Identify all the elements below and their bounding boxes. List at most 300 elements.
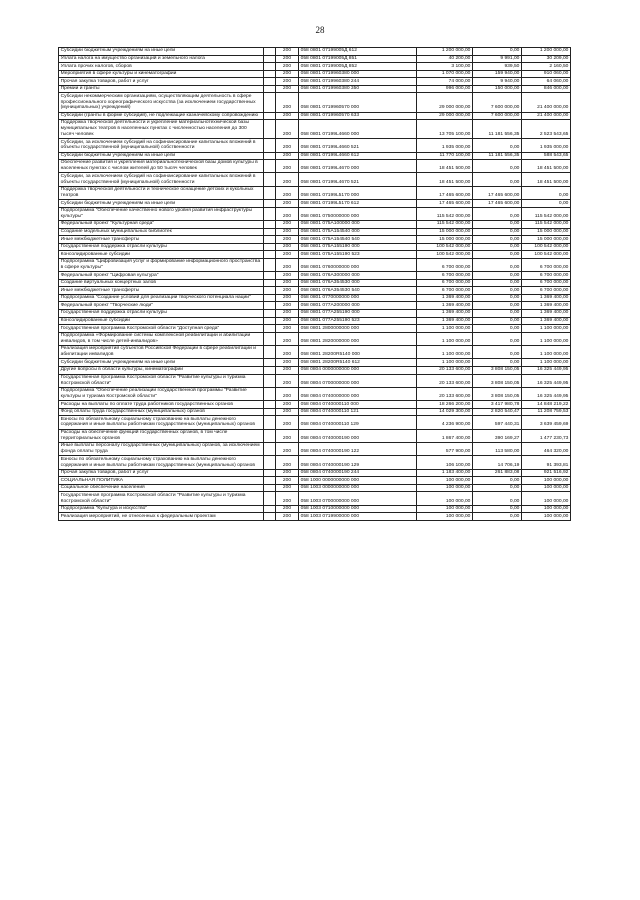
table-row [59, 416, 571, 429]
row-unexecuted-cell: 100 000,00 [522, 477, 571, 485]
row-spacer-cell [264, 221, 276, 229]
row-executed-cell: 0,00 [473, 221, 522, 229]
row-code-cell: 200 [276, 112, 299, 120]
row-approved-cell: 100 000,00 [417, 492, 473, 505]
row-executed-cell: 390 169,27 [473, 429, 522, 442]
table-row [59, 200, 571, 208]
table-row [59, 484, 571, 492]
row-approved-cell: 17 465 600,00 [417, 186, 473, 199]
row-kbk-cell: 058 0801 077A200000 000 [299, 302, 417, 310]
row-name-cell: Иные выплаты персоналу государственных (муниципальных) органов, за исключением фонда оплаты труда [59, 443, 264, 456]
row-code-cell: 200 [276, 120, 299, 139]
row-kbk-cell: 058 0801 075A155190 523 [299, 251, 417, 259]
row-name-cell: Расходы на обеспечение функций государственных органов, в том числе территориальных органов [59, 429, 264, 442]
row-name-cell: Поддержка творческой деятельности и техническое оснащение детских и кукольных театров [59, 186, 264, 199]
table-row [59, 456, 571, 469]
row-spacer-cell [264, 505, 276, 513]
row-unexecuted-cell: 100 000,00 [522, 513, 571, 521]
row-code-cell: 200 [276, 207, 299, 220]
row-kbk-cell: 058 0804 0000000000 000 [299, 366, 417, 374]
row-unexecuted-cell: 846 000,00 [522, 85, 571, 93]
row-executed-cell: 3 808 150,05 [473, 387, 522, 400]
row-code-cell: 200 [276, 469, 299, 477]
row-spacer-cell [264, 236, 276, 244]
row-name-cell: Подпрограмма "Создание условий для реализации творческого потенциала нации" [59, 294, 264, 302]
table-row [59, 317, 571, 325]
row-unexecuted-cell: 588 543,65 [522, 152, 571, 160]
row-code-cell: 200 [276, 139, 299, 152]
row-spacer-cell [264, 152, 276, 160]
row-name-cell: Государственная программа Костромской области "Доступная среда" [59, 325, 264, 333]
row-name-cell: Государственная поддержка отрасли культуры [59, 310, 264, 318]
row-approved-cell: 17 465 600,00 [417, 200, 473, 208]
row-approved-cell: 20 133 600,00 [417, 374, 473, 387]
row-kbk-cell: 058 0801 07199L4660 521 [299, 139, 417, 152]
row-executed-cell: 0,00 [473, 294, 522, 302]
table-row [59, 139, 571, 152]
row-name-cell: Подпрограмма "Цифровизация услуг и формирование информационного пространства в сфере культуры" [59, 258, 264, 271]
row-code-cell: 200 [276, 366, 299, 374]
row-spacer-cell [264, 63, 276, 71]
row-approved-cell: 1 369 400,00 [417, 302, 473, 310]
row-name-cell: Федеральный проект "Творческие люди" [59, 302, 264, 310]
row-spacer-cell [264, 429, 276, 442]
table-row [59, 332, 571, 345]
row-executed-cell: 0,00 [473, 279, 522, 287]
row-code-cell: 200 [276, 294, 299, 302]
row-unexecuted-cell: 21 400 000,00 [522, 93, 571, 112]
row-kbk-cell: 058 0801 2800000000 000 [299, 325, 417, 333]
row-unexecuted-cell: 3 639 459,69 [522, 416, 571, 429]
row-kbk-cell: 058 0801 07199L4660 612 [299, 152, 417, 160]
row-spacer-cell [264, 492, 276, 505]
row-name-cell: Консолидированные субсидии [59, 251, 264, 259]
table-row [59, 48, 571, 56]
row-approved-cell: 1 100 000,00 [417, 332, 473, 345]
row-code-cell: 200 [276, 251, 299, 259]
table-row [59, 272, 571, 280]
table-row [59, 55, 571, 63]
table-row [59, 173, 571, 186]
row-executed-cell: 939,50 [473, 63, 522, 71]
row-unexecuted-cell: 910 060,00 [522, 70, 571, 78]
row-kbk-cell: 058 0801 07199L4660 000 [299, 120, 417, 139]
row-executed-cell: 14 706,19 [473, 456, 522, 469]
table-row [59, 477, 571, 485]
row-executed-cell: 0,00 [473, 484, 522, 492]
row-unexecuted-cell: 91 393,81 [522, 456, 571, 469]
row-kbk-cell: 058 1003 0000000000 000 [299, 484, 417, 492]
row-approved-cell: 1 369 400,00 [417, 294, 473, 302]
row-name-cell: Иные межбюджетные трансферты [59, 287, 264, 295]
row-executed-cell: 0,00 [473, 207, 522, 220]
row-code-cell: 200 [276, 200, 299, 208]
row-executed-cell: 0,00 [473, 346, 522, 359]
table-row [59, 70, 571, 78]
row-code-cell: 200 [276, 359, 299, 367]
row-name-cell: Субсидии бюджетным учреждениям на иные цели [59, 359, 264, 367]
row-spacer-cell [264, 325, 276, 333]
row-kbk-cell: 058 0801 0719960380 244 [299, 78, 417, 86]
page-number: 28 [315, 25, 325, 35]
row-unexecuted-cell: 115 542 000,00 [522, 221, 571, 229]
row-spacer-cell [264, 287, 276, 295]
row-name-cell: Субсидии бюджетным учреждениям на иные цели [59, 48, 264, 56]
row-unexecuted-cell: 1 100 000,00 [522, 325, 571, 333]
row-name-cell: СОЦИАЛЬНАЯ ПОЛИТИКА [59, 477, 264, 485]
row-unexecuted-cell: 1 369 400,00 [522, 302, 571, 310]
row-unexecuted-cell: 100 000,00 [522, 484, 571, 492]
row-name-cell: Подпрограмма «Формирование системы комплексной реабилитации и абилитации инвалидов, в том числе детей-инвалидов» [59, 332, 264, 345]
row-kbk-cell: 058 0801 075A154540 000 [299, 228, 417, 236]
row-approved-cell: 1 100 000,00 [417, 359, 473, 367]
row-spacer-cell [264, 416, 276, 429]
row-code-cell: 200 [276, 346, 299, 359]
table-row [59, 366, 571, 374]
row-name-cell: Федеральный проект "Культурная среда" [59, 221, 264, 229]
row-spacer-cell [264, 55, 276, 63]
row-unexecuted-cell: 15 000 000,00 [522, 228, 571, 236]
row-code-cell: 200 [276, 513, 299, 521]
row-executed-cell: 261 883,08 [473, 469, 522, 477]
row-approved-cell: 1 070 000,00 [417, 70, 473, 78]
row-executed-cell: 0,00 [473, 310, 522, 318]
row-approved-cell: 13 705 100,00 [417, 120, 473, 139]
row-kbk-cell: 058 0801 28200R5140 000 [299, 346, 417, 359]
row-executed-cell: 113 580,00 [473, 443, 522, 456]
row-unexecuted-cell: 100 542 000,00 [522, 243, 571, 251]
row-unexecuted-cell: 0,00 [522, 186, 571, 199]
row-approved-cell: 18 451 500,00 [417, 173, 473, 186]
row-executed-cell: 0,00 [473, 332, 522, 345]
row-kbk-cell: 058 0804 0700000000 000 [299, 374, 417, 387]
row-executed-cell: 2 820 540,47 [473, 408, 522, 416]
row-kbk-cell: 058 0804 0740000190 244 [299, 469, 417, 477]
row-executed-cell: 7 600 000,00 [473, 93, 522, 112]
table-row [59, 513, 571, 521]
row-kbk-cell: 058 0801 28200R5140 612 [299, 359, 417, 367]
row-spacer-cell [264, 85, 276, 93]
row-spacer-cell [264, 78, 276, 86]
row-unexecuted-cell: 15 000 000,00 [522, 236, 571, 244]
row-code-cell: 200 [276, 492, 299, 505]
row-code-cell: 200 [276, 152, 299, 160]
row-approved-cell: 115 542 000,00 [417, 221, 473, 229]
row-executed-cell: 0,00 [473, 236, 522, 244]
row-name-cell: Государственная программа Костромской области "Развитие культуры и туризма Костромской области" [59, 374, 264, 387]
row-approved-cell: 29 000 000,00 [417, 112, 473, 120]
row-spacer-cell [264, 317, 276, 325]
row-spacer-cell [264, 272, 276, 280]
row-approved-cell: 100 000,00 [417, 477, 473, 485]
row-name-cell: Субсидии, за исключением субсидий на софинансирование капитальных вложений в объекты государственной (муниципальной) собственности [59, 173, 264, 186]
row-approved-cell: 4 236 900,00 [417, 416, 473, 429]
row-unexecuted-cell: 464 320,00 [522, 443, 571, 456]
table-row [59, 78, 571, 86]
table-row [59, 492, 571, 505]
row-unexecuted-cell: 1 100 000,00 [522, 359, 571, 367]
table-row [59, 401, 571, 409]
row-unexecuted-cell: 1 935 000,00 [522, 139, 571, 152]
row-kbk-cell: 058 0801 0770000000 000 [299, 294, 417, 302]
row-spacer-cell [264, 294, 276, 302]
row-unexecuted-cell: 100 000,00 [522, 492, 571, 505]
row-approved-cell: 100 000,00 [417, 505, 473, 513]
budget-table-body [59, 48, 571, 521]
row-unexecuted-cell: 21 400 000,00 [522, 112, 571, 120]
row-executed-cell: 0,00 [473, 492, 522, 505]
row-name-cell: Подпрограмма "Культура и искусство" [59, 505, 264, 513]
row-kbk-cell: 058 0804 0740000110 000 [299, 401, 417, 409]
row-kbk-cell: 058 0801 075A100000 000 [299, 221, 417, 229]
row-executed-cell: 0,00 [473, 287, 522, 295]
row-approved-cell: 20 133 600,00 [417, 387, 473, 400]
row-code-cell: 200 [276, 221, 299, 229]
row-name-cell: Взносы по обязательному социальному страхованию на выплаты денежного содержания и иные выплаты работникам государственных (муниципальных) органов [59, 456, 264, 469]
row-code-cell: 200 [276, 477, 299, 485]
row-executed-cell: 0,00 [473, 48, 522, 56]
row-name-cell: Поддержка творческой деятельности и укрепление материальнотехнической базы муниципальных театров в населенных пунктах с численностью населения до 300 тысяч человек [59, 120, 264, 139]
row-code-cell: 200 [276, 310, 299, 318]
row-spacer-cell [264, 173, 276, 186]
table-row [59, 408, 571, 416]
table-row [59, 287, 571, 295]
row-code-cell: 200 [276, 63, 299, 71]
row-spacer-cell [264, 456, 276, 469]
row-unexecuted-cell: 16 325 449,95 [522, 387, 571, 400]
row-code-cell: 200 [276, 302, 299, 310]
row-code-cell: 200 [276, 78, 299, 86]
row-spacer-cell [264, 477, 276, 485]
row-spacer-cell [264, 160, 276, 173]
row-kbk-cell: 058 0801 076A354530 540 [299, 287, 417, 295]
row-spacer-cell [264, 258, 276, 271]
row-kbk-cell: 058 1003 0710000000 000 [299, 505, 417, 513]
row-approved-cell: 577 900,00 [417, 443, 473, 456]
row-code-cell: 200 [276, 401, 299, 409]
row-kbk-cell: 058 0801 0719960570 000 [299, 93, 417, 112]
row-approved-cell: 15 000 000,00 [417, 228, 473, 236]
row-kbk-cell: 058 0801 0719960380 000 [299, 70, 417, 78]
row-name-cell: Подпрограмма "Обеспечение реализации государственной программы "Развитие культуры и туризма Костромской области" [59, 387, 264, 400]
row-name-cell: Премии и гранты [59, 85, 264, 93]
row-executed-cell: 17 465 600,00 [473, 186, 522, 199]
row-code-cell: 200 [276, 93, 299, 112]
table-row [59, 429, 571, 442]
row-name-cell: Создание виртуальных концертных залов [59, 279, 264, 287]
row-code-cell: 200 [276, 258, 299, 271]
row-name-cell: Мероприятия в сфере культуры и кинематографии [59, 70, 264, 78]
row-code-cell: 200 [276, 279, 299, 287]
table-row [59, 387, 571, 400]
row-spacer-cell [264, 70, 276, 78]
row-unexecuted-cell: 6 700 000,00 [522, 272, 571, 280]
row-executed-cell: 150 000,00 [473, 85, 522, 93]
row-approved-cell: 74 000,00 [417, 78, 473, 86]
row-executed-cell: 0,00 [473, 359, 522, 367]
row-kbk-cell: 058 0804 0740000190 122 [299, 443, 417, 456]
row-executed-cell: 17 465 600,00 [473, 200, 522, 208]
row-unexecuted-cell: 1 369 400,00 [522, 317, 571, 325]
row-code-cell: 200 [276, 456, 299, 469]
row-code-cell: 200 [276, 374, 299, 387]
row-name-cell: Субсидии бюджетным учреждениям на иные цели [59, 200, 264, 208]
row-spacer-cell [264, 243, 276, 251]
table-row [59, 186, 571, 199]
row-executed-cell: 0,00 [473, 173, 522, 186]
row-unexecuted-cell: 1 200 000,00 [522, 48, 571, 56]
row-code-cell: 200 [276, 408, 299, 416]
row-code-cell: 200 [276, 48, 299, 56]
table-row [59, 221, 571, 229]
row-executed-cell: 3 808 150,05 [473, 366, 522, 374]
row-name-cell: Обеспечение развития и укрепления материальнотехнической базы домов культуры в населенных пунктах с числом жителей до 50 тысяч человек [59, 160, 264, 173]
row-code-cell: 200 [276, 287, 299, 295]
row-name-cell: Социальное обеспечение населения [59, 484, 264, 492]
row-code-cell: 200 [276, 160, 299, 173]
row-kbk-cell: 058 0804 0740000000 000 [299, 387, 417, 400]
row-unexecuted-cell: 1 477 230,73 [522, 429, 571, 442]
row-kbk-cell: 058 0801 076A354530 000 [299, 279, 417, 287]
row-spacer-cell [264, 310, 276, 318]
row-kbk-cell: 058 0801 0719960380 350 [299, 85, 417, 93]
table-row [59, 63, 571, 71]
row-kbk-cell: 058 0801 0719960570 633 [299, 112, 417, 120]
row-unexecuted-cell: 1 100 000,00 [522, 346, 571, 359]
table-row [59, 258, 571, 271]
row-approved-cell: 6 700 000,00 [417, 272, 473, 280]
row-executed-cell: 159 940,00 [473, 70, 522, 78]
table-row [59, 443, 571, 456]
row-spacer-cell [264, 469, 276, 477]
row-unexecuted-cell: 6 700 000,00 [522, 279, 571, 287]
table-row [59, 325, 571, 333]
row-executed-cell: 0,00 [473, 228, 522, 236]
row-unexecuted-cell: 16 325 449,95 [522, 366, 571, 374]
table-row [59, 302, 571, 310]
row-executed-cell: 0,00 [473, 302, 522, 310]
row-kbk-cell: 058 0801 075A155190 000 [299, 243, 417, 251]
row-kbk-cell: 058 0801 07199L5170 612 [299, 200, 417, 208]
row-kbk-cell: 058 0804 0740000110 121 [299, 408, 417, 416]
row-name-cell: Федеральный проект "Цифровая культура" [59, 272, 264, 280]
table-row [59, 152, 571, 160]
table-row [59, 93, 571, 112]
row-executed-cell: 0,00 [473, 513, 522, 521]
row-kbk-cell: 058 0801 07199005Д 851 [299, 55, 417, 63]
row-code-cell: 200 [276, 429, 299, 442]
row-name-cell: Консолидированные субсидии [59, 317, 264, 325]
row-executed-cell: 0,00 [473, 325, 522, 333]
row-name-cell: Субсидии бюджетным учреждениям на иные цели [59, 152, 264, 160]
row-name-cell: Подпрограмма "Обеспечение качественно нового уровня развития инфраструктуры культуры" [59, 207, 264, 220]
row-executed-cell: 3 417 980,78 [473, 401, 522, 409]
row-spacer-cell [264, 120, 276, 139]
table-row [59, 120, 571, 139]
row-name-cell: Реализация мероприятий субъектов Российской Федерации в сфере реабилитации и абилитации инвалидов [59, 346, 264, 359]
row-executed-cell: 0,00 [473, 258, 522, 271]
table-row [59, 310, 571, 318]
row-unexecuted-cell: 1 100 000,00 [522, 332, 571, 345]
row-executed-cell: 0,00 [473, 160, 522, 173]
row-kbk-cell: 058 0801 2820000000 000 [299, 332, 417, 345]
row-name-cell: Субсидии (гранты в форме субсидий), не подлежащие казначейскому сопровождению [59, 112, 264, 120]
table-row [59, 85, 571, 93]
row-unexecuted-cell: 1 369 400,00 [522, 294, 571, 302]
row-name-cell: Взносы по обязательному социальному страхованию на выплаты денежного содержания и иные выплаты работникам государственных (муниципальных) органов [59, 416, 264, 429]
row-approved-cell: 1 100 000,00 [417, 346, 473, 359]
row-unexecuted-cell: 2 160,50 [522, 63, 571, 71]
row-unexecuted-cell: 6 700 000,00 [522, 258, 571, 271]
row-code-cell: 200 [276, 272, 299, 280]
row-spacer-cell [264, 200, 276, 208]
row-kbk-cell: 058 0801 07199005Д 612 [299, 48, 417, 56]
row-executed-cell: 11 181 556,35 [473, 120, 522, 139]
row-code-cell: 200 [276, 85, 299, 93]
row-name-cell: Расходы на выплаты по оплате труда работников государственных органов [59, 401, 264, 409]
row-approved-cell: 1 200 000,00 [417, 48, 473, 56]
row-kbk-cell: 058 0801 075A154540 540 [299, 236, 417, 244]
row-unexecuted-cell: 6 700 000,00 [522, 287, 571, 295]
row-code-cell: 200 [276, 416, 299, 429]
row-approved-cell: 1 369 400,00 [417, 317, 473, 325]
row-unexecuted-cell: 16 325 449,95 [522, 374, 571, 387]
row-approved-cell: 1 867 400,00 [417, 429, 473, 442]
row-executed-cell: 0,00 [473, 272, 522, 280]
row-executed-cell: 11 181 556,35 [473, 152, 522, 160]
row-approved-cell: 100 542 000,00 [417, 243, 473, 251]
row-name-cell: Создание модельных муниципальных библиотек [59, 228, 264, 236]
row-name-cell: Другие вопросы в области культуры, кинематографии [59, 366, 264, 374]
row-spacer-cell [264, 251, 276, 259]
row-kbk-cell: 058 1000 0000000000 000 [299, 477, 417, 485]
row-spacer-cell [264, 359, 276, 367]
table-row [59, 469, 571, 477]
row-spacer-cell [264, 401, 276, 409]
row-name-cell: Уплата налога на имущество организаций и земельного налога [59, 55, 264, 63]
row-name-cell: Иные межбюджетные трансферты [59, 236, 264, 244]
row-code-cell: 200 [276, 443, 299, 456]
row-approved-cell: 1 183 400,00 [417, 469, 473, 477]
row-approved-cell: 100 542 000,00 [417, 251, 473, 259]
table-row [59, 505, 571, 513]
row-executed-cell: 7 600 000,00 [473, 112, 522, 120]
row-name-cell: Прочая закупка товаров, работ и услуг [59, 469, 264, 477]
row-kbk-cell: 058 0801 076A300000 000 [299, 272, 417, 280]
row-executed-cell: 0,00 [473, 139, 522, 152]
row-spacer-cell [264, 228, 276, 236]
row-unexecuted-cell: 100 000,00 [522, 505, 571, 513]
row-spacer-cell [264, 408, 276, 416]
row-name-cell: Прочая закупка товаров, работ и услуг [59, 78, 264, 86]
row-approved-cell: 1 935 000,00 [417, 139, 473, 152]
row-approved-cell: 18 451 500,00 [417, 160, 473, 173]
table-row [59, 359, 571, 367]
table-row [59, 236, 571, 244]
row-unexecuted-cell: 18 451 500,00 [522, 160, 571, 173]
table-row [59, 279, 571, 287]
budget-execution-table [58, 47, 571, 521]
row-kbk-cell: 058 1003 0719900000 000 [299, 513, 417, 521]
row-name-cell: Субсидии, за исключением субсидий на софинансирование капитальных вложений в объекты государственной (муниципальной) собственности [59, 139, 264, 152]
row-name-cell: Реализация мероприятий, не отнесенных к федеральным проектам [59, 513, 264, 521]
table-row [59, 112, 571, 120]
row-approved-cell: 100 000,00 [417, 484, 473, 492]
row-code-cell: 200 [276, 325, 299, 333]
row-executed-cell: 9 991,00 [473, 55, 522, 63]
row-approved-cell: 40 200,00 [417, 55, 473, 63]
row-unexecuted-cell: 921 516,92 [522, 469, 571, 477]
